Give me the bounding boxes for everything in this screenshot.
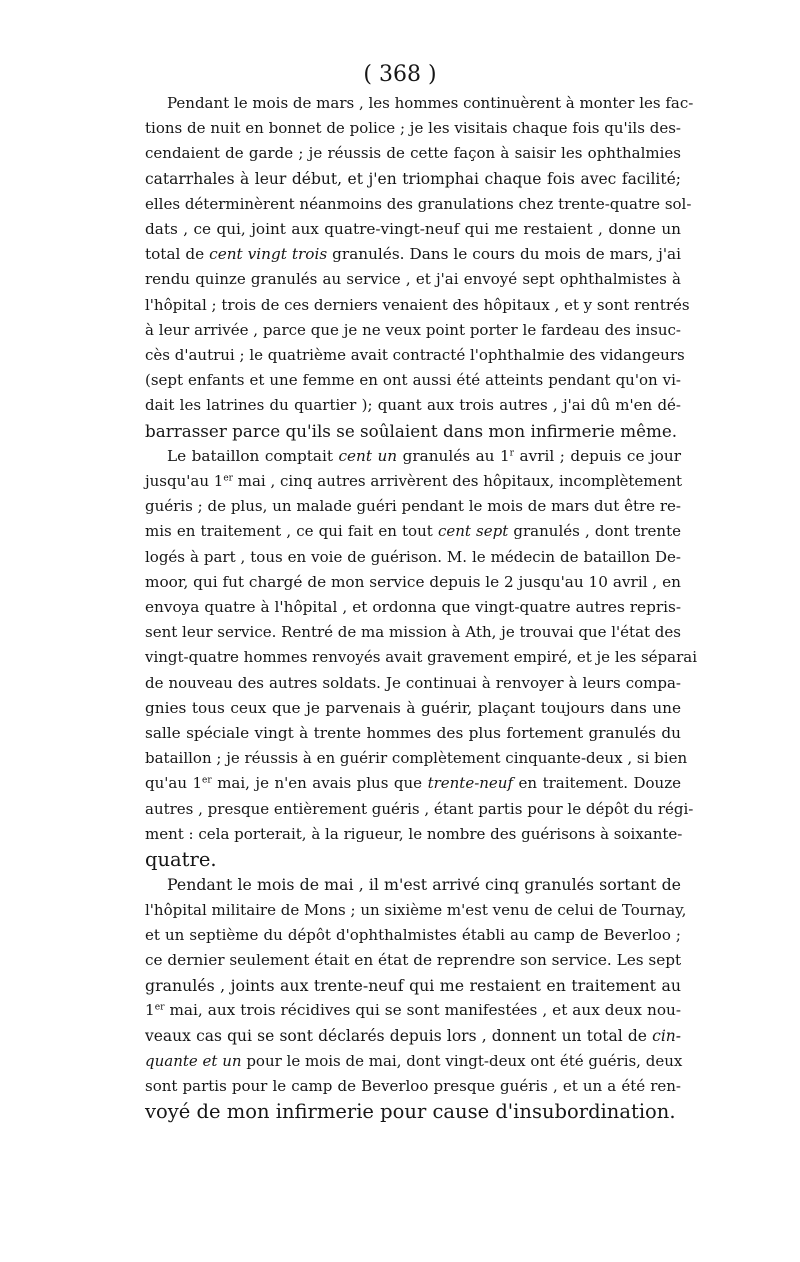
text-line xyxy=(145,797,694,822)
text-line xyxy=(145,771,681,796)
text-line xyxy=(145,671,681,696)
text-run: en traitement. Douze xyxy=(513,774,681,793)
italic-run: cent vingt trois xyxy=(209,245,328,264)
text-run: granulés , joints aux trente-neuf qui me restaient en traitement au xyxy=(145,976,681,996)
text-run: mai, aux trois récidives qui se sont manifestées , et aux deux nou- xyxy=(164,1001,681,1020)
text-line xyxy=(145,948,681,973)
text-line xyxy=(145,419,681,444)
text-line xyxy=(145,393,681,418)
text-run: sont partis pour le camp de Beverloo presque guéris , et un a été ren- xyxy=(145,1076,681,1095)
text-line xyxy=(145,1049,681,1074)
text-run: et un septième du dépôt d'ophthalmistes établi au camp de Beverloo ; xyxy=(145,925,681,944)
text-line xyxy=(145,721,681,746)
text-run: salle spéciale vingt à trente hommes des plus fortement granulés du xyxy=(145,724,681,743)
text-run: veaux cas qui se sont déclarés depuis lors , donnent un total de xyxy=(145,1026,653,1045)
text-line xyxy=(145,696,681,721)
text-run: l'hôpital militaire de Mons ; un sixième m'est venu de celui de Tournay, xyxy=(145,900,687,919)
text-line xyxy=(145,620,681,645)
text-run: à leur arrivée , parce que je ne veux point porter le fardeau des insuc- xyxy=(145,320,681,339)
superscript: er xyxy=(202,776,212,787)
text-run: (sept enfants et une femme en ont aussi été atteints pendant qu'on vi- xyxy=(145,371,681,390)
text-line xyxy=(145,494,681,519)
text-run: Pendant le mois de mars , les hommes continuèrent à monter les fac- xyxy=(167,94,694,112)
text-line xyxy=(145,192,692,217)
text-line xyxy=(145,444,681,469)
text-line xyxy=(145,519,681,544)
text-line xyxy=(145,343,685,368)
text-run: catarrhales à leur début, et j'en triomphai chaque fois avec facilité; xyxy=(145,169,681,188)
text-run: autres , presque entièrement guéris , étant partis pour le dépôt du régi- xyxy=(145,799,694,818)
text-run: elles déterminèrent néanmoins des granulations chez trente-quatre sol- xyxy=(145,194,692,213)
text-run: moor, qui fut chargé de mon service depuis le 2 jusqu'au 10 avril , en xyxy=(145,572,681,591)
text-line xyxy=(145,923,681,948)
text-line xyxy=(145,242,681,267)
text-line xyxy=(145,998,681,1023)
superscript: er xyxy=(223,473,233,484)
italic-run: cent sept xyxy=(437,522,509,541)
text-line xyxy=(145,116,681,141)
italic-run: trente-neuf xyxy=(427,774,514,793)
text-run: dait les latrines du quartier ); quant aux trois autres , j'ai dû m'en dé- xyxy=(145,396,681,415)
italic-run: cin- xyxy=(652,1026,681,1045)
text-run: qu'au 1 xyxy=(145,774,203,793)
text-run: l'hôpital ; trois de ces derniers venaient des hôpitaux , et y sont rentrés xyxy=(145,295,690,314)
text-line xyxy=(145,822,681,847)
text-run: mai , cinq autres arrivèrent des hôpitaux, incomplètement xyxy=(232,472,683,491)
text-line xyxy=(145,368,681,393)
text-line xyxy=(145,645,697,670)
italic-run: quante et un xyxy=(145,1051,242,1070)
text-line xyxy=(145,1024,681,1049)
text-line xyxy=(145,318,681,343)
text-line xyxy=(145,167,681,192)
text-line xyxy=(145,595,681,620)
text-run: sent leur service. Rentré de ma mission à Ath, je trouvai que l'état des xyxy=(145,623,681,642)
text-run: rendu quinze granulés au service , et j'ai envoyé sept ophthalmistes à xyxy=(145,270,681,289)
text-line xyxy=(145,141,681,166)
page-number: ( 368 ) xyxy=(363,62,437,87)
superscript: r xyxy=(509,448,515,459)
text-run: Pendant le mois de mai , il m'est arrivé cinq granulés sortant de xyxy=(167,875,681,895)
paragraph xyxy=(145,444,697,872)
text-line xyxy=(145,1099,681,1124)
text-line xyxy=(145,898,687,923)
text-run: avril ; depuis ce jour xyxy=(514,446,681,465)
text-run: tions de nuit en bonnet de police ; je les visitais chaque fois qu'ils des- xyxy=(145,119,681,138)
text-line xyxy=(145,293,690,318)
text-run: bataillon ; je réussis à en guérir complètement cinquante-deux , si bien xyxy=(145,749,688,768)
paragraph xyxy=(145,91,694,444)
text-run: jusqu'au 1 xyxy=(145,472,224,491)
text-line xyxy=(145,872,681,897)
text-line xyxy=(145,469,681,494)
text-run: granulés , dont trente xyxy=(508,522,681,541)
text-run: Le bataillon comptait xyxy=(167,446,339,465)
text-run: gnies tous ceux que je parvenais à guérir, plaçant toujours dans une xyxy=(145,698,681,717)
text-run: voyé de mon infirmerie pour cause d'insubordination. xyxy=(145,1100,676,1124)
text-run: barrasser parce qu'ils se soûlaient dans mon infirmerie même. xyxy=(145,420,678,441)
text-line xyxy=(145,1074,681,1099)
text-run: granulés au 1 xyxy=(397,446,510,465)
italic-run: cent un xyxy=(338,446,398,465)
text-run: quatre. xyxy=(145,848,217,872)
text-run: cendaient de garde ; je réussis de cette façon à saisir les ophthalmies xyxy=(145,144,681,163)
text-run: total de xyxy=(145,245,210,264)
text-run: cès d'autrui ; le quatrième avait contracté l'ophthalmie des vidangeurs xyxy=(145,346,685,365)
paragraph xyxy=(145,872,687,1124)
text-line xyxy=(145,570,681,595)
text-run: envoya quatre à l'hôpital , et ordonna que vingt-quatre autres repris- xyxy=(145,598,681,617)
text-line xyxy=(145,267,681,292)
text-run: logés à part , tous en voie de guérison. M. le médecin de bataillon De- xyxy=(145,547,681,566)
text-line xyxy=(145,973,681,998)
superscript: er xyxy=(154,1002,165,1013)
text-run: pour le mois de mai, dont vingt-deux ont été guéris, deux xyxy=(241,1051,683,1070)
text-line xyxy=(145,545,681,570)
text-run: dats , ce qui, joint aux quatre-vingt-neuf qui me restaient , donne un xyxy=(145,220,681,239)
text-line xyxy=(145,847,681,872)
text-run: ment : cela porterait, à la rigueur, le nombre des guérisons à soixante- xyxy=(145,824,683,843)
text-line xyxy=(145,91,694,116)
text-line xyxy=(145,217,681,242)
text-run: ce dernier seulement était en état de reprendre son service. Les sept xyxy=(145,950,682,969)
text-line xyxy=(145,746,688,771)
text-run: granulés. Dans le cours du mois de mars, j'ai xyxy=(327,245,681,264)
text-run: de nouveau des autres soldats. Je continuai à renvoyer à leurs compa- xyxy=(145,673,681,692)
text-run: 1 xyxy=(145,1001,155,1020)
text-run: mai, je n'en avais plus que xyxy=(211,774,428,793)
text-run: vingt-quatre hommes renvoyés avait gravement empiré, et je les séparai xyxy=(145,648,697,667)
body-text xyxy=(145,91,697,1124)
text-run: mis en traitement , ce qui fait en tout xyxy=(145,522,438,541)
text-run: guéris ; de plus, un malade guéri pendant le mois de mars dut être re- xyxy=(145,497,681,516)
